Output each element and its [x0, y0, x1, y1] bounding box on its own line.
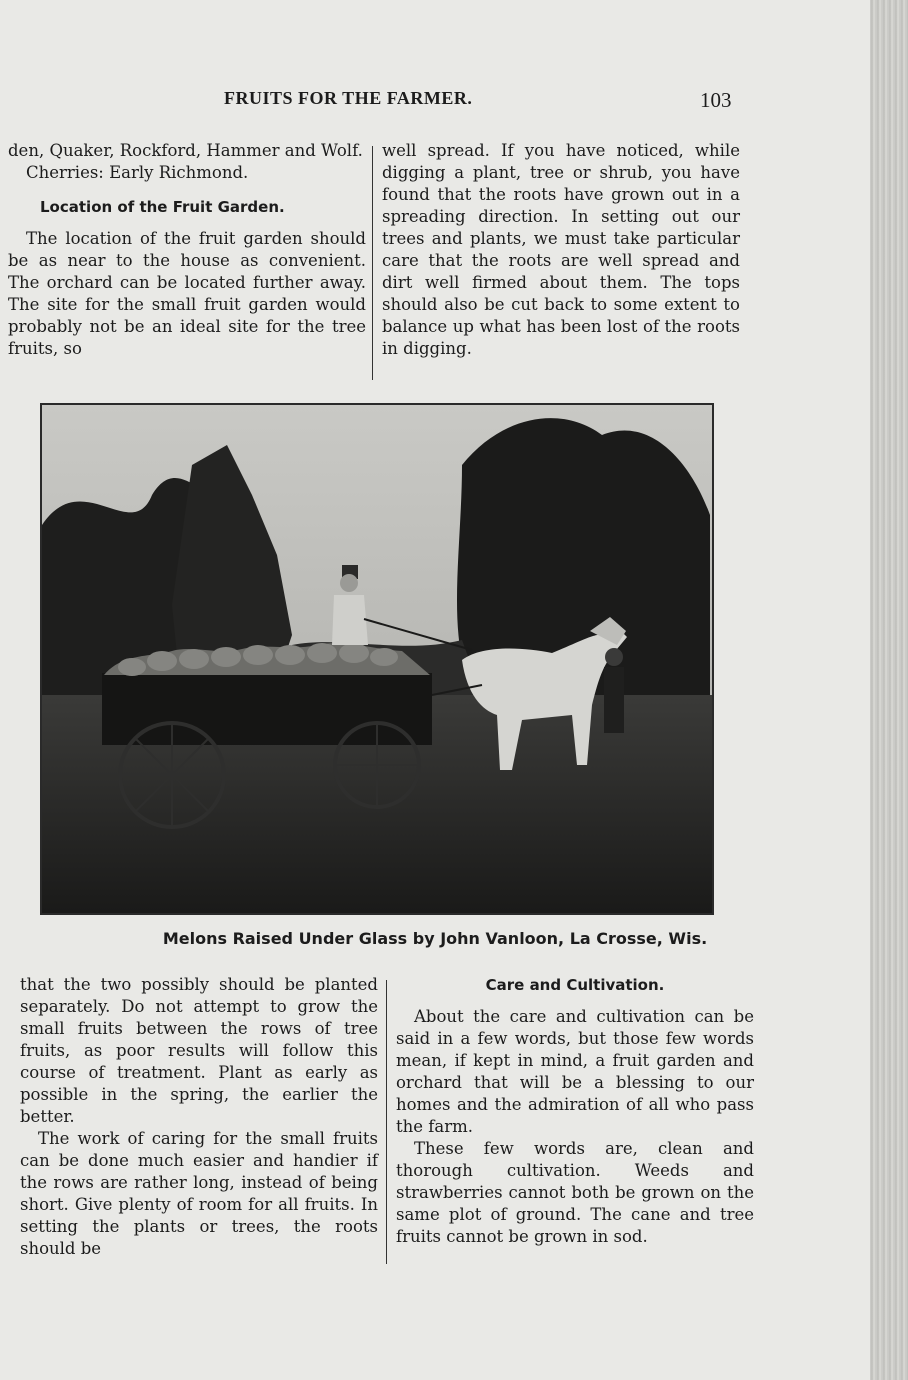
section-heading: Location of the Fruit Garden. [40, 198, 285, 216]
running-title: FRUITS FOR THE FARMER. [224, 88, 473, 108]
paragraph: About the care and cultivation can be said in a few words, but those few words mean, if kept in mind, a fruit garden and orchard that will be a blessing to our homes and the admiration of all who pass the farm. [396, 1007, 754, 1136]
bottom-left-column [20, 974, 378, 1260]
top-left-column [8, 140, 366, 360]
melon-wagon-photo [42, 405, 712, 913]
paragraph: den, Quaker, Rockford, Hammer and Wolf. [8, 141, 363, 160]
photograph [40, 403, 714, 915]
paragraph: well spread. If you have noticed, while digging a plant, tree or shrub, you have found that the roots have grown out in a spreading direction. In setting out our trees and plants, we must take particular care that the roots are well spread and dirt well firmed about them. The tops should also be cut back to some extent to balance up what has been lost of the roots in digging. [382, 141, 740, 358]
paragraph: The location of the fruit garden should be as near to the house as convenient. The orchard can be located further away. The site for the small fruit garden would probably not be an ideal site for the tree fruits, so [8, 229, 366, 358]
figure-caption: Melons Raised Under Glass by John Vanloon, La Crosse, Wis. [162, 929, 708, 948]
column-rule [372, 146, 373, 380]
column-rule [386, 980, 387, 1264]
paragraph: The work of caring for the small fruits can be done much easier and handier if the rows are rather long, instead of being short. Give plenty of room for all fruits. In setting the plants or trees, the roots should be [20, 1129, 378, 1258]
page-number: 103 [700, 88, 732, 112]
paragraph: These few words are, clean and thorough cultivation. Weeds and strawberries cannot both be grown on the same plot of ground. The cane and tree fruits cannot be grown in sod. [396, 1139, 754, 1246]
top-right-column [382, 140, 740, 360]
paragraph: that the two possibly should be planted separately. Do not attempt to grow the small fruits between the rows of tree fruits, as poor results will follow this course of treatment. Plant as early as possible in the spring, the earlier the better. [20, 975, 378, 1126]
page-edge [870, 0, 908, 1380]
section-heading: Care and Cultivation. [485, 976, 665, 994]
paragraph: Cherries: Early Richmond. [26, 163, 249, 182]
bottom-right-column [396, 962, 754, 1248]
